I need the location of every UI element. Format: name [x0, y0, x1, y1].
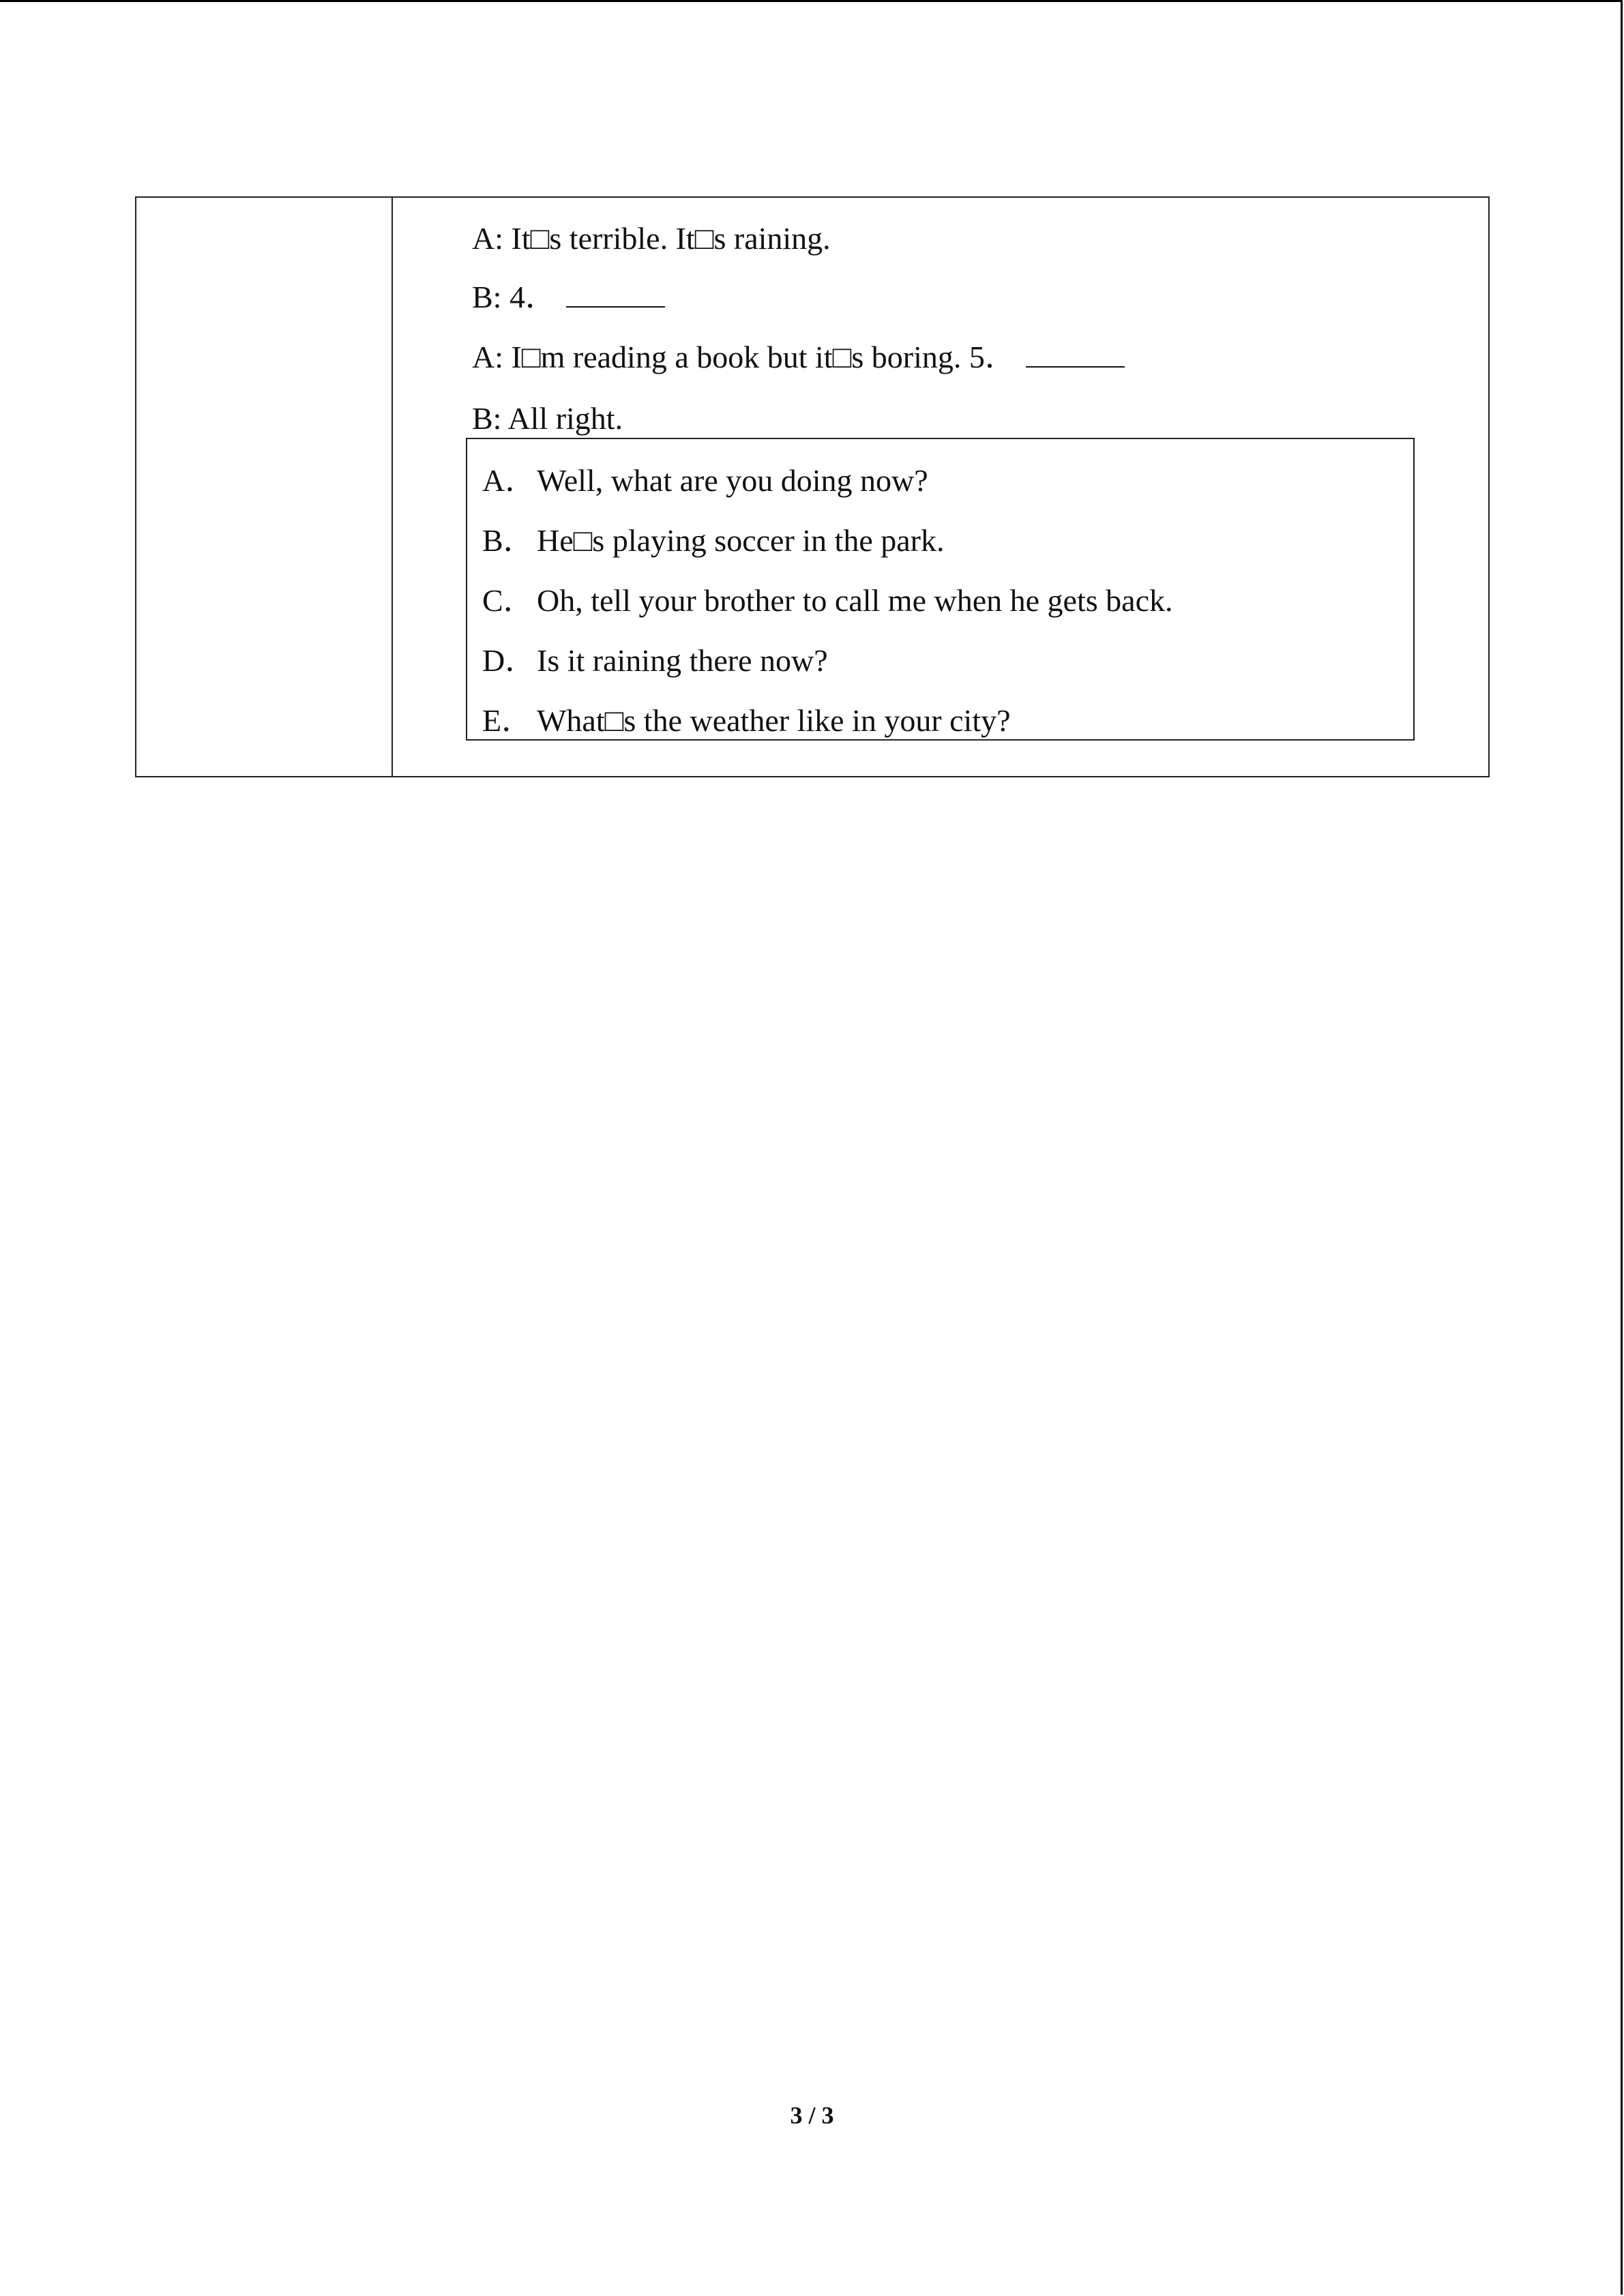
- answer-blank-5[interactable]: [1026, 339, 1125, 368]
- answer-blank-4[interactable]: [566, 279, 665, 308]
- option-d: [482, 642, 828, 680]
- option-text: Is it raining there now?: [537, 643, 828, 678]
- dialogue-line-1: A: It□s terrible. It□s raining.: [472, 221, 831, 256]
- option-text: Oh, tell your brother to call me when he gets back.: [537, 583, 1173, 618]
- option-letter: B．: [482, 523, 535, 558]
- dialogue-line-3-text: A: I□m reading a book but it□s boring. 5．: [472, 340, 1016, 374]
- option-letter: A．: [482, 463, 537, 498]
- dialogue-line-2: [472, 278, 665, 316]
- option-e: [482, 702, 1011, 740]
- option-letter: D．: [482, 643, 537, 678]
- option-letter: E．: [482, 703, 533, 738]
- option-c: [482, 582, 1173, 620]
- dialogue-line-2-text: B: 4．: [472, 280, 557, 314]
- dialogue-line-4: B: All right.: [472, 401, 623, 436]
- option-text: Well, what are you doing now?: [537, 463, 928, 498]
- page-number: 3 / 3: [790, 2102, 834, 2129]
- table-left-cell: [136, 198, 393, 776]
- option-letter: C．: [482, 583, 535, 618]
- option-text: What□s the weather like in your city?: [537, 703, 1011, 738]
- dialogue-line-3: [472, 338, 1125, 376]
- option-a: [482, 462, 928, 500]
- option-text: He□s playing soccer in the park.: [537, 523, 945, 558]
- option-b: [482, 522, 944, 560]
- options-box: [466, 438, 1415, 741]
